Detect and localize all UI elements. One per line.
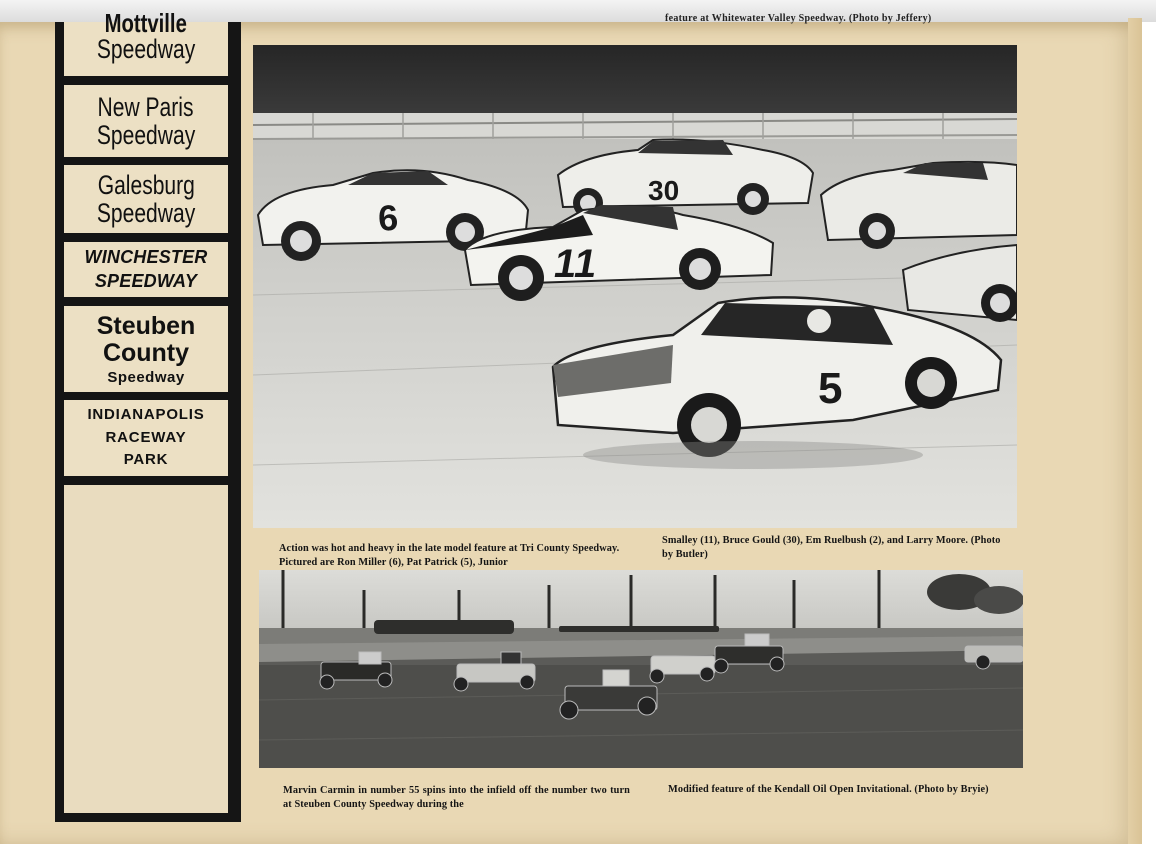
previous-photo-caption: feature at Whitewater Valley Speedway. (Photo by Jeffery): [665, 13, 932, 24]
caption-photo1-left: Action was hot and heavy in the late model feature at Tri County Speedway. Pictured are Ron Miller (6), Pat Patrick (5), Junior: [279, 543, 620, 568]
track-box-winchester: [64, 242, 228, 297]
page-fold-edge: [1128, 18, 1142, 844]
track-name-line1: New Paris: [98, 91, 194, 122]
track-box-new-paris: [64, 85, 228, 157]
track-name-line2: Speedway: [96, 198, 196, 228]
late-model-race-illustration: [253, 45, 1017, 528]
modified-race-illustration: [259, 570, 1023, 768]
track-name-line1: Mottville: [104, 8, 188, 39]
track-name-line2: SPEEDWAY: [94, 271, 198, 291]
track-name-line2: RACEWAY: [105, 428, 187, 446]
sidebar-empty-box: [64, 485, 228, 813]
svg-text:11: 11: [550, 241, 601, 286]
late-model-race-photo: [253, 45, 1017, 528]
caption-photo1-right: Smalley (11), Bruce Gould (30), Em Ruelbush (2), and Larry Moore. (Photo by Butler): [662, 535, 1001, 560]
track-name-line3: Speedway: [107, 368, 185, 386]
caption-photo2-right: Modified feature of the Kendall Oil Open Invitational. (Photo by Bryie): [668, 784, 989, 795]
track-box-indianapolis-raceway-park: [64, 400, 228, 476]
track-box-galesburg: [64, 165, 228, 233]
track-name-line3: PARK: [123, 451, 169, 469]
svg-text:6: 6: [377, 196, 400, 239]
modified-feature-photo: [259, 570, 1023, 768]
svg-text:30: 30: [648, 175, 680, 206]
caption-photo2-left: Marvin Carmin in number 55 spins into the infield off the number two turn at Steuben County Speedway during the: [283, 785, 630, 810]
track-sidebar: [55, 8, 241, 822]
track-name-line2: Speedway: [96, 34, 196, 65]
svg-text:5: 5: [818, 364, 843, 413]
track-box-steuben-county: [64, 306, 228, 392]
track-name-line1: WINCHESTER: [84, 247, 208, 268]
track-name-line2: Speedway: [96, 120, 196, 150]
track-name-line1: Galesburg: [97, 169, 195, 200]
track-name-line1: INDIANAPOLIS: [87, 406, 205, 424]
track-name-line1: Steuben: [96, 311, 196, 340]
track-name-line2: County: [102, 339, 190, 368]
track-box-mottville: [64, 8, 228, 76]
